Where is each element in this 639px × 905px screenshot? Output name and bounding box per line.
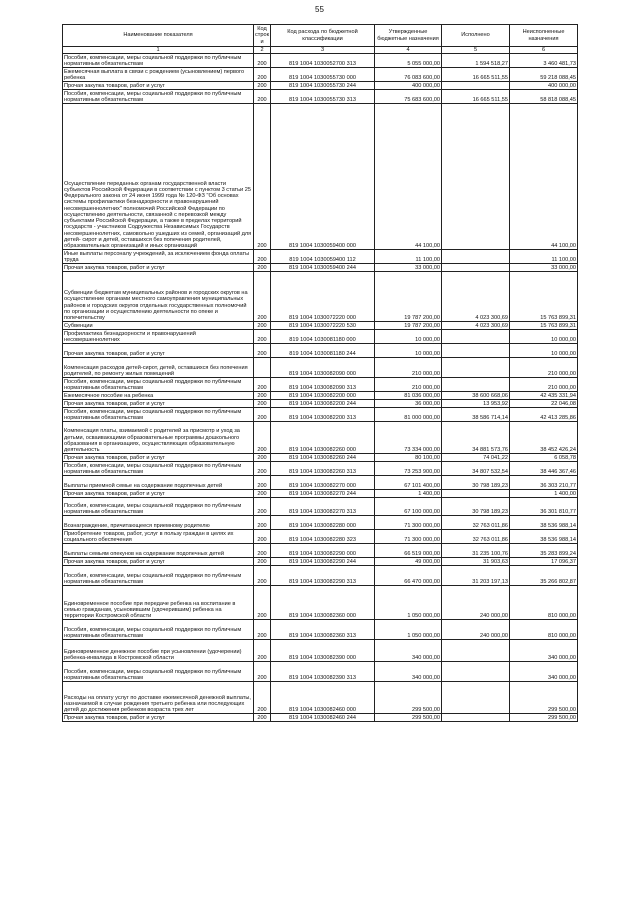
row-executed-amount: 34 881 573,76: [442, 422, 510, 454]
column-number: 4: [375, 47, 442, 54]
row-approved-amount: 299 500,00: [375, 714, 442, 722]
row-approved-amount: 5 055 000,00: [375, 54, 442, 68]
header-budget-code: Код расхода по бюджетной классификации: [271, 25, 375, 47]
row-budget-code: 819 1004 1030082090 313: [271, 378, 375, 392]
row-name: Профилактика безнадзорности и правонарушений несовершеннолетних: [63, 330, 254, 344]
row-executed-amount: 4 023 300,69: [442, 272, 510, 322]
row-name: Ежемесячное пособие на ребенка: [63, 392, 254, 400]
row-name: Ежемесячная выплата в связи с рождением (усыновлением) первого ребенка: [63, 68, 254, 82]
table-row: [63, 682, 578, 714]
row-line-code: 200: [254, 558, 271, 566]
row-line-code: 200: [254, 264, 271, 272]
row-name: Пособия, компенсации, меры социальной поддержки по публичным нормативным обязательствам: [63, 90, 254, 104]
row-name: Пособия, компенсации, меры социальной поддержки по публичным нормативным обязательствам: [63, 662, 254, 682]
row-unexecuted-amount: 10 000,00: [510, 330, 578, 344]
column-number-row: [63, 47, 578, 54]
row-unexecuted-amount: 38 536 988,14: [510, 530, 578, 544]
row-unexecuted-amount: 340 000,00: [510, 662, 578, 682]
row-name: Прочая закупка товаров, работ и услуг: [63, 454, 254, 462]
row-budget-code: 819 1004 1030082290 000: [271, 544, 375, 558]
row-budget-code: 819 1004 1030082290 244: [271, 558, 375, 566]
row-budget-code: 819 1004 1030082270 000: [271, 476, 375, 490]
row-approved-amount: 67 100 000,00: [375, 498, 442, 516]
row-unexecuted-amount: 36 303 210,77: [510, 476, 578, 490]
row-unexecuted-amount: 400 000,00: [510, 82, 578, 90]
table-row: [63, 392, 578, 400]
row-name: Пособия, компенсации, меры социальной поддержки по публичным нормативным обязательствам: [63, 378, 254, 392]
row-name: Пособия, компенсации, меры социальной поддержки по публичным нормативным обязательствам: [63, 54, 254, 68]
row-name: Выплаты семьям опекунов на содержание подопечных детей: [63, 544, 254, 558]
row-approved-amount: 400 000,00: [375, 82, 442, 90]
row-line-code: 200: [254, 68, 271, 82]
row-executed-amount: 30 798 189,23: [442, 498, 510, 516]
row-name: Единовременное пособие при передаче ребенка на воспитание в семью гражданам, усыновившим (удочерившим) ребенка на территории Костромской области: [63, 586, 254, 620]
row-executed-amount: [442, 358, 510, 378]
row-approved-amount: 10 000,00: [375, 330, 442, 344]
row-approved-amount: 1 050 000,00: [375, 620, 442, 640]
row-line-code: 200: [254, 640, 271, 662]
row-unexecuted-amount: 17 096,37: [510, 558, 578, 566]
row-unexecuted-amount: 33 000,00: [510, 264, 578, 272]
column-number: 5: [442, 47, 510, 54]
row-approved-amount: 80 100,00: [375, 454, 442, 462]
row-unexecuted-amount: 299 500,00: [510, 714, 578, 722]
table-row: [63, 530, 578, 544]
row-approved-amount: 1 050 000,00: [375, 586, 442, 620]
row-executed-amount: [442, 250, 510, 264]
row-line-code: 200: [254, 104, 271, 250]
row-budget-code: 819 1004 1030055730 244: [271, 82, 375, 90]
row-executed-amount: 32 763 011,86: [442, 530, 510, 544]
row-line-code: 200: [254, 620, 271, 640]
table-row: [63, 544, 578, 558]
row-budget-code: 819 1004 1030072220 530: [271, 322, 375, 330]
budget-execution-table: [62, 24, 578, 722]
row-executed-amount: 34 807 532,54: [442, 462, 510, 476]
row-executed-amount: [442, 640, 510, 662]
row-unexecuted-amount: 10 000,00: [510, 344, 578, 358]
row-budget-code: 819 1004 1030082390 313: [271, 662, 375, 682]
row-unexecuted-amount: 340 000,00: [510, 640, 578, 662]
row-name: Пособия, компенсации, меры социальной поддержки по публичным нормативным обязательствам: [63, 498, 254, 516]
row-approved-amount: 10 000,00: [375, 344, 442, 358]
row-line-code: 200: [254, 82, 271, 90]
row-budget-code: 819 1004 1030082090 000: [271, 358, 375, 378]
table-row: [63, 558, 578, 566]
row-unexecuted-amount: 11 100,00: [510, 250, 578, 264]
table-body: [63, 54, 578, 722]
table-row: [63, 82, 578, 90]
row-unexecuted-amount: 35 266 802,87: [510, 566, 578, 586]
row-executed-amount: [442, 490, 510, 498]
row-unexecuted-amount: 59 218 088,45: [510, 68, 578, 82]
row-name: Прочая закупка товаров, работ и услуг: [63, 344, 254, 358]
row-approved-amount: 36 000,00: [375, 400, 442, 408]
header-name: Наименование показателя: [63, 25, 254, 47]
table-header-row: [63, 25, 578, 47]
row-budget-code: 819 1004 1030082280 000: [271, 516, 375, 530]
row-name: Прочая закупка товаров, работ и услуг: [63, 558, 254, 566]
header-executed: Исполнено: [442, 25, 510, 47]
row-executed-amount: [442, 378, 510, 392]
row-approved-amount: 71 300 000,00: [375, 516, 442, 530]
row-unexecuted-amount: 42 413 285,86: [510, 408, 578, 422]
table-row: [63, 378, 578, 392]
table-row: [63, 620, 578, 640]
row-unexecuted-amount: 38 452 426,24: [510, 422, 578, 454]
row-executed-amount: [442, 662, 510, 682]
row-approved-amount: 44 100,00: [375, 104, 442, 250]
row-budget-code: 819 1004 1030081180 244: [271, 344, 375, 358]
row-unexecuted-amount: 38 446 367,46: [510, 462, 578, 476]
row-executed-amount: [442, 330, 510, 344]
row-approved-amount: 49 000,00: [375, 558, 442, 566]
row-line-code: 200: [254, 408, 271, 422]
table-row: [63, 640, 578, 662]
row-name: Вознаграждение, причитающееся приемному родителю: [63, 516, 254, 530]
row-approved-amount: 81 036 000,00: [375, 392, 442, 400]
row-approved-amount: 71 300 000,00: [375, 530, 442, 544]
row-line-code: 200: [254, 516, 271, 530]
row-name: Компенсация расходов детей-сирот, детей, оставшихся без попечения родителей, по ремонту жилых помещений: [63, 358, 254, 378]
row-line-code: 200: [254, 498, 271, 516]
row-executed-amount: 31 903,63: [442, 558, 510, 566]
row-executed-amount: 16 665 511,55: [442, 90, 510, 104]
table-row: [63, 250, 578, 264]
row-budget-code: 819 1004 1030082390 000: [271, 640, 375, 662]
row-budget-code: 819 1004 1030059400 000: [271, 104, 375, 250]
row-line-code: 200: [254, 392, 271, 400]
row-line-code: 200: [254, 544, 271, 558]
row-line-code: 200: [254, 378, 271, 392]
header-line-code: Код строк и: [255, 26, 270, 45]
table-row: [63, 516, 578, 530]
row-line-code: 200: [254, 272, 271, 322]
table-row: [63, 498, 578, 516]
row-budget-code: 819 1004 1030082360 313: [271, 620, 375, 640]
row-line-code: 200: [254, 90, 271, 104]
row-approved-amount: 210 000,00: [375, 378, 442, 392]
row-budget-code: 819 1004 1030082280 323: [271, 530, 375, 544]
row-approved-amount: 66 470 000,00: [375, 566, 442, 586]
row-unexecuted-amount: 35 283 899,24: [510, 544, 578, 558]
row-approved-amount: 340 000,00: [375, 640, 442, 662]
row-approved-amount: 81 000 000,00: [375, 408, 442, 422]
row-executed-amount: 4 023 300,69: [442, 322, 510, 330]
row-executed-amount: 13 953,92: [442, 400, 510, 408]
table-row: [63, 344, 578, 358]
row-name: Прочая закупка товаров, работ и услуг: [63, 400, 254, 408]
row-approved-amount: 19 787 200,00: [375, 272, 442, 322]
row-approved-amount: 66 519 000,00: [375, 544, 442, 558]
row-line-code: 200: [254, 566, 271, 586]
row-executed-amount: [442, 82, 510, 90]
row-approved-amount: 33 000,00: [375, 264, 442, 272]
row-line-code: 200: [254, 344, 271, 358]
table-row: [63, 566, 578, 586]
table-row: [63, 586, 578, 620]
row-name: Прочая закупка товаров, работ и услуг: [63, 264, 254, 272]
row-budget-code: 819 1004 1030055730 000: [271, 68, 375, 82]
row-line-code: 200: [254, 54, 271, 68]
row-budget-code: 819 1004 1030082270 313: [271, 498, 375, 516]
row-budget-code: 819 1004 1030082460 000: [271, 682, 375, 714]
row-executed-amount: 1 594 518,27: [442, 54, 510, 68]
column-number: 3: [271, 47, 375, 54]
row-approved-amount: 340 000,00: [375, 662, 442, 682]
row-approved-amount: 73 253 900,00: [375, 462, 442, 476]
row-approved-amount: 1 400,00: [375, 490, 442, 498]
row-name: Выплаты приемной семье на содержание подопечных детей: [63, 476, 254, 490]
table-row: [63, 454, 578, 462]
row-executed-amount: 74 041,22: [442, 454, 510, 462]
table-row: [63, 490, 578, 498]
row-line-code: 200: [254, 476, 271, 490]
row-executed-amount: 31 203 197,13: [442, 566, 510, 586]
row-unexecuted-amount: 210 000,00: [510, 378, 578, 392]
row-line-code: 200: [254, 322, 271, 330]
table-row: [63, 662, 578, 682]
row-budget-code: 819 1004 1030059400 112: [271, 250, 375, 264]
row-name: Пособия, компенсации, меры социальной поддержки по публичным нормативным обязательствам: [63, 408, 254, 422]
row-line-code: 200: [254, 250, 271, 264]
row-unexecuted-amount: 58 818 088,45: [510, 90, 578, 104]
row-line-code: 200: [254, 662, 271, 682]
column-number: 1: [63, 47, 254, 54]
table-row: [63, 714, 578, 722]
row-unexecuted-amount: 810 000,00: [510, 620, 578, 640]
row-budget-code: 819 1004 1030082260 313: [271, 462, 375, 476]
row-approved-amount: 11 100,00: [375, 250, 442, 264]
row-name: Пособия, компенсации, меры социальной поддержки по публичным нормативным обязательствам: [63, 620, 254, 640]
row-name: Единовременное денежное пособие при усыновлении (удочерении) ребенка-инвалида в Костромской области: [63, 640, 254, 662]
row-name: Приобретение товаров, работ, услуг в пользу граждан в целях их социального обеспечения: [63, 530, 254, 544]
row-budget-code: 819 1004 1030059400 244: [271, 264, 375, 272]
row-budget-code: 819 1004 1030082260 000: [271, 422, 375, 454]
table-row: [63, 408, 578, 422]
row-approved-amount: 19 787 200,00: [375, 322, 442, 330]
row-approved-amount: 67 101 400,00: [375, 476, 442, 490]
row-line-code: 200: [254, 682, 271, 714]
table-row: [63, 422, 578, 454]
row-unexecuted-amount: 44 100,00: [510, 104, 578, 250]
header-unexecuted: Неисполненные назначения: [510, 25, 578, 47]
row-unexecuted-amount: 38 536 988,14: [510, 516, 578, 530]
row-executed-amount: 31 235 100,76: [442, 544, 510, 558]
header-approved: Утвержденные бюджетные назначения: [375, 25, 442, 47]
row-executed-amount: 240 000,00: [442, 586, 510, 620]
table-row: [63, 104, 578, 250]
row-name: Субвенции бюджетам муниципальных районов и городских округов на осуществление органами местного самоуправления муниципальных районов и городских округов отдельных государственных полномочий по организации и осуществлению деятельности по опеке и попечительству: [63, 272, 254, 322]
row-budget-code: 819 1004 1030082200 313: [271, 408, 375, 422]
table-row: [63, 90, 578, 104]
row-budget-code: 819 1004 1030082270 244: [271, 490, 375, 498]
row-unexecuted-amount: 15 763 899,31: [510, 322, 578, 330]
row-budget-code: 819 1004 1030082360 000: [271, 586, 375, 620]
row-line-code: 200: [254, 490, 271, 498]
row-budget-code: 819 1004 1030082200 000: [271, 392, 375, 400]
row-line-code: 200: [254, 330, 271, 344]
row-approved-amount: 76 083 600,00: [375, 68, 442, 82]
row-executed-amount: 30 798 189,23: [442, 476, 510, 490]
row-approved-amount: 210 000,00: [375, 358, 442, 378]
table-row: [63, 476, 578, 490]
row-unexecuted-amount: 42 435 331,94: [510, 392, 578, 400]
row-name: Расходы на оплату услуг по доставке ежемесячной денежной выплаты, назначаемой в случае рождения третьего ребенка или последующих детей до достижения ребенком возраста трех лет: [63, 682, 254, 714]
row-budget-code: 819 1004 1030082200 244: [271, 400, 375, 408]
row-line-code: 200: [254, 714, 271, 722]
row-executed-amount: [442, 264, 510, 272]
row-line-code: 200: [254, 454, 271, 462]
row-approved-amount: 73 334 000,00: [375, 422, 442, 454]
row-line-code: 200: [254, 462, 271, 476]
row-name: Прочая закупка товаров, работ и услуг: [63, 714, 254, 722]
row-name: Пособия, компенсации, меры социальной поддержки по публичным нормативным обязательствам: [63, 566, 254, 586]
row-executed-amount: 38 600 668,06: [442, 392, 510, 400]
row-unexecuted-amount: 210 000,00: [510, 358, 578, 378]
table-row: [63, 322, 578, 330]
row-budget-code: 819 1004 1030082260 244: [271, 454, 375, 462]
row-name: Прочая закупка товаров, работ и услуг: [63, 490, 254, 498]
row-executed-amount: 16 665 511,55: [442, 68, 510, 82]
row-budget-code: 819 1004 1030072220 000: [271, 272, 375, 322]
row-name: Пособия, компенсации, меры социальной поддержки по публичным нормативным обязательствам: [63, 462, 254, 476]
row-name: Субвенции: [63, 322, 254, 330]
table-row: [63, 330, 578, 344]
row-name: Иные выплаты персоналу учреждений, за исключением фонда оплаты труда: [63, 250, 254, 264]
row-executed-amount: [442, 682, 510, 714]
row-unexecuted-amount: 299 500,00: [510, 682, 578, 714]
row-unexecuted-amount: 6 058,78: [510, 454, 578, 462]
row-budget-code: 819 1004 1030082460 244: [271, 714, 375, 722]
column-number: 2: [254, 47, 271, 54]
row-line-code: 200: [254, 400, 271, 408]
table-row: [63, 264, 578, 272]
row-executed-amount: 32 763 011,86: [442, 516, 510, 530]
page-number: 55: [315, 5, 324, 14]
row-executed-amount: 38 586 714,14: [442, 408, 510, 422]
row-line-code: 200: [254, 586, 271, 620]
row-executed-amount: [442, 344, 510, 358]
table-row: [63, 68, 578, 82]
table-row: [63, 400, 578, 408]
row-budget-code: 819 1004 1030055730 313: [271, 90, 375, 104]
row-executed-amount: 240 000,00: [442, 620, 510, 640]
row-budget-code: 819 1004 1030052700 313: [271, 54, 375, 68]
row-approved-amount: 299 500,00: [375, 682, 442, 714]
row-unexecuted-amount: 3 460 481,73: [510, 54, 578, 68]
column-number: 6: [510, 47, 578, 54]
row-unexecuted-amount: 810 000,00: [510, 586, 578, 620]
row-line-code: 200: [254, 422, 271, 454]
row-line-code: 200: [254, 530, 271, 544]
row-name: Осуществление переданных органам государственной власти субъектов Российской Федерации в соответствии с пунктом 3 статьи 25 Федерального закона от 24 июня 1999 года № 120-ФЗ "Об основах системы профилактики безнадзорности и правонарушений несовершеннолетних" полномочий Российской Федерации по осуществлению деятельности, связанной с перевозкой между субъектами Российской Федерации, а также в пределах территорий государств - участников Содружества Независимых Государств несовершеннолетних, самовольно ушедших из семей, организаций для детей- сирот и детей, оставшихся без попечения родителей, образовательных организаций и иных организаций: [63, 104, 254, 250]
row-executed-amount: [442, 104, 510, 250]
table-row: [63, 462, 578, 476]
row-unexecuted-amount: 15 763 899,31: [510, 272, 578, 322]
row-line-code: [254, 358, 271, 378]
table-row: [63, 358, 578, 378]
row-unexecuted-amount: 22 046,08: [510, 400, 578, 408]
row-name: Прочая закупка товаров, работ и услуг: [63, 82, 254, 90]
row-budget-code: 819 1004 1030082290 313: [271, 566, 375, 586]
row-budget-code: 819 1004 1030081180 000: [271, 330, 375, 344]
table-row: [63, 54, 578, 68]
table-row: [63, 272, 578, 322]
row-unexecuted-amount: 36 301 810,77: [510, 498, 578, 516]
row-executed-amount: [442, 714, 510, 722]
row-unexecuted-amount: 1 400,00: [510, 490, 578, 498]
row-approved-amount: 75 683 600,00: [375, 90, 442, 104]
row-name: Компенсация платы, взимаемой с родителей за присмотр и уход за детьми, осваивающими образовательные программы дошкольного образования в организациях, осуществляющих образовательную деятельность: [63, 422, 254, 454]
